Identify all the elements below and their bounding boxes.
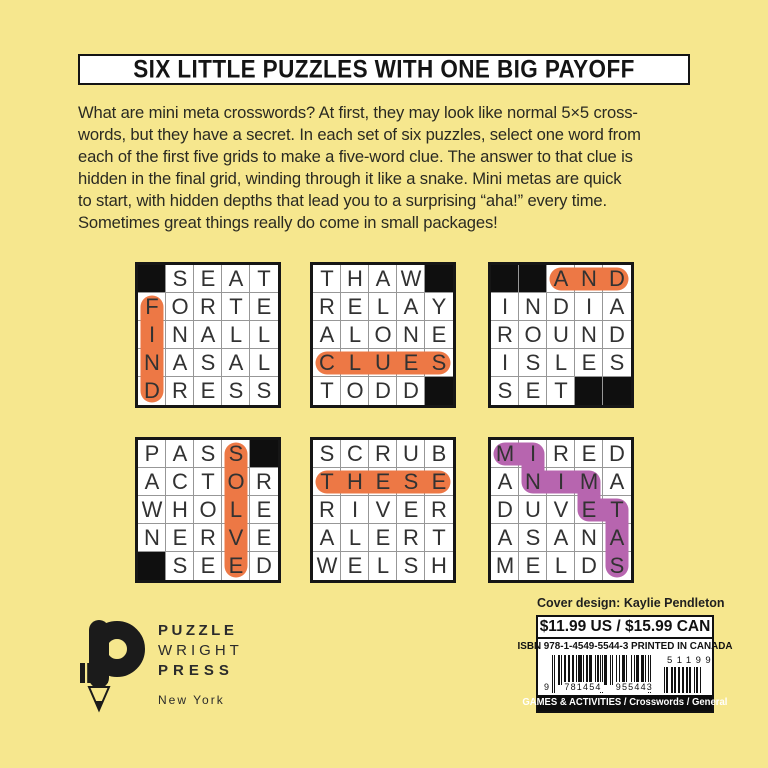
grid-letter: V (553, 497, 569, 522)
publisher-line: PRESS (158, 662, 234, 679)
grid-letter: U (525, 497, 541, 522)
grid-letter: E (200, 266, 216, 291)
grid-letter: S (200, 441, 216, 466)
grid-letter: S (172, 553, 188, 578)
grid-letter: I (529, 441, 537, 466)
title-text: SIX LITTLE PUZZLES WITH ONE BIG PAYOFF (133, 55, 635, 83)
supplement-barcode (664, 654, 716, 693)
grid-letter: Y (431, 294, 447, 319)
grid-letter (491, 265, 519, 293)
grid-letter: A (375, 266, 391, 291)
grid-letter: S (403, 469, 419, 494)
grid-letter (425, 265, 453, 293)
grid-letter: S (609, 350, 625, 375)
grid-letter: S (525, 525, 541, 550)
title-banner (78, 54, 690, 85)
grid-letter: S (525, 350, 541, 375)
grid-letter: A (319, 322, 335, 347)
grid-letter: U (403, 441, 419, 466)
grid-letter: E (403, 497, 419, 522)
intro-line: words, but they have a secret. In each set of six puzzles, select one word from (78, 125, 641, 144)
grid-letter: C (172, 469, 188, 494)
grid-letter: E (200, 553, 216, 578)
grid-letter: D (403, 378, 419, 403)
publisher-line: WRIGHT (158, 642, 243, 659)
grid-letter: L (348, 322, 362, 347)
grid-letter: T (257, 266, 271, 291)
grid-letter: E (172, 525, 188, 550)
grid-letter: V (375, 497, 391, 522)
grid-letter: A (228, 350, 244, 375)
grid-letter: N (581, 322, 597, 347)
grid-letter: L (376, 294, 390, 319)
grid-letter: D (497, 497, 513, 522)
grid-letter (425, 377, 453, 405)
grid-letter: N (403, 322, 419, 347)
grid-letter: R (319, 294, 335, 319)
crossword-grid-3 (488, 262, 634, 408)
grid-letter: S (228, 378, 244, 403)
grid-letter (138, 265, 166, 293)
grid-letter: R (256, 469, 272, 494)
grid-letter: I (585, 294, 593, 319)
publisher-city: New York (158, 693, 225, 707)
grid-letter: V (228, 525, 244, 550)
grid-letter: C (319, 350, 335, 375)
grid-letter: O (524, 322, 542, 347)
logo-pencil-eraser-arm (80, 663, 108, 683)
grid-letter: H (347, 266, 363, 291)
grid-letter: E (347, 553, 363, 578)
grid-letter: D (256, 553, 272, 578)
grid-letter: T (229, 294, 243, 319)
grid-letter: A (609, 294, 625, 319)
grid-letter: E (581, 350, 597, 375)
crossword-grid-4 (135, 437, 281, 583)
grid-letter: I (557, 469, 565, 494)
grid-letter: H (172, 497, 188, 522)
grid-letter: N (144, 350, 160, 375)
grid-letter: L (554, 553, 568, 578)
genre-text: GAMES & ACTIVITIES / Crosswords / General (522, 697, 728, 709)
grid-letter (138, 552, 166, 580)
grid-letter: L (257, 322, 271, 347)
logo-eraser-band (85, 663, 87, 683)
ean-digits (543, 682, 654, 692)
grid-letter: S (200, 350, 216, 375)
grid-letter: E (256, 497, 272, 522)
grid-letter: E (431, 469, 447, 494)
grid-letter: N (144, 525, 160, 550)
grid-letter: C (347, 441, 363, 466)
grid-letter: M (579, 469, 599, 494)
grid-letter: A (609, 525, 625, 550)
grid-letter: S (403, 553, 419, 578)
intro-line: each of the first five grids to make a five-word clue. The answer to that clue is (78, 147, 633, 166)
grid-letter: I (501, 350, 509, 375)
grid-letter: I (501, 294, 509, 319)
grid-letter: U (375, 350, 391, 375)
grid-letter: A (403, 294, 419, 319)
ean-digit-group: 955443 (615, 681, 653, 692)
grid-letter: U (553, 322, 569, 347)
grid-letter: A (497, 525, 513, 550)
ean-digit-group: 9 (544, 681, 551, 692)
grid-letter: H (431, 553, 447, 578)
grid-letter: E (228, 553, 244, 578)
grid-letter: A (553, 525, 569, 550)
intro-line: to start, with hidden depths that lead you to a surprising “aha!” every time. (78, 191, 607, 210)
grid-letter: W (141, 497, 163, 522)
crossword-grid-1 (135, 262, 281, 408)
grid-letter: E (375, 469, 391, 494)
crossword-grid-2 (310, 262, 456, 408)
crossword-grid-5 (310, 437, 456, 583)
grid-letter: A (319, 525, 335, 550)
grid-letter: M (495, 553, 515, 578)
grid-letter: O (374, 322, 392, 347)
grid-letter: H (347, 469, 363, 494)
grid-letter: L (257, 350, 271, 375)
grid-letter: T (432, 525, 446, 550)
grid-letter: A (609, 469, 625, 494)
grid-letter: R (172, 378, 188, 403)
grid-letter: R (200, 525, 216, 550)
grid-letter: B (431, 441, 447, 466)
price-text: $11.99 US / $15.99 CAN (538, 617, 712, 639)
ean-barcode (544, 655, 653, 695)
intro-paragraph (78, 102, 698, 234)
ean-digit-group: 781454 (564, 681, 602, 692)
grid-letter: L (348, 525, 362, 550)
grid-letter: A (228, 266, 244, 291)
publisher-name (158, 621, 243, 707)
grid-letter: O (171, 294, 189, 319)
grid-letter: P (144, 441, 160, 466)
grid-letter: L (229, 322, 243, 347)
grid-letter: L (554, 350, 568, 375)
grid-letter: S (431, 350, 447, 375)
isbn-text: ISBN 978-1-4549-5544-3 PRINTED IN CANADA (517, 640, 733, 653)
grid-letter: N (172, 322, 188, 347)
grid-letter: N (525, 469, 541, 494)
grid-letter: D (609, 266, 625, 291)
grid-letter: A (553, 266, 569, 291)
grid-letter: T (320, 378, 334, 403)
grid-letter: R (375, 441, 391, 466)
grid-letter: T (610, 497, 624, 522)
supplement-bars (664, 667, 706, 693)
grid-letter: D (144, 378, 160, 403)
grid-letter: E (525, 378, 541, 403)
grid-letter: T (320, 266, 334, 291)
grid-letter: R (497, 322, 513, 347)
grid-letter: T (320, 469, 334, 494)
grid-letter: E (375, 525, 391, 550)
grid-letter: O (227, 469, 245, 494)
grid-letter: N (581, 525, 597, 550)
intro-line: What are mini meta crosswords? At first, they may look like normal 5×5 cross- (78, 103, 638, 122)
grid-letter: E (525, 553, 541, 578)
grid-letter: D (609, 322, 625, 347)
grid-letter: L (229, 497, 243, 522)
grid-letter: W (400, 266, 422, 291)
intro-line: Sometimes great things really do come in small packages! (78, 213, 498, 232)
grid-letter: O (199, 497, 217, 522)
grid-letter: N (525, 294, 541, 319)
grid-letter: S (609, 553, 625, 578)
barcode-area (538, 654, 716, 695)
grid-letter (250, 440, 278, 468)
cover-design-credit: Cover design: Kaylie Pendleton (537, 596, 725, 610)
grid-letter: F (145, 294, 159, 319)
grid-letter: L (376, 553, 390, 578)
grid-letter: I (148, 322, 156, 347)
grid-letter: S (256, 378, 272, 403)
grid-letter: E (581, 497, 597, 522)
grid-letter: D (553, 294, 569, 319)
grid-letter: T (201, 469, 215, 494)
grid-letter: D (581, 553, 597, 578)
grid-letter: S (497, 378, 513, 403)
grid-letter: E (200, 378, 216, 403)
grid-letter (603, 377, 631, 405)
grid-letter: D (375, 378, 391, 403)
grid-letter: A (172, 350, 188, 375)
grid-letter: R (431, 497, 447, 522)
grid-letter: A (200, 322, 216, 347)
barcode-box (517, 615, 733, 713)
grid-letter: E (431, 322, 447, 347)
grid-letter: W (316, 553, 338, 578)
grid-letter: E (347, 294, 363, 319)
grid-letter: R (319, 497, 335, 522)
grid-letter: E (403, 350, 419, 375)
grid-letter: A (144, 469, 160, 494)
intro-line: hidden in the final grid, winding through it like a snake. Mini metas are quick (78, 169, 622, 188)
genre-bar (522, 695, 728, 711)
grid-letter: E (256, 525, 272, 550)
grid-letter: T (554, 378, 568, 403)
grid-letter: R (200, 294, 216, 319)
grid-letter: R (403, 525, 419, 550)
grid-letter (575, 377, 603, 405)
grid-letter: E (256, 294, 272, 319)
grid-letter: S (172, 266, 188, 291)
grid-letter: L (348, 350, 362, 375)
grid-letter: N (581, 266, 597, 291)
supplement-digits: 51199 (667, 654, 716, 666)
grid-letter: M (495, 441, 515, 466)
grid-letter: A (172, 441, 188, 466)
publisher-line: PUZZLE (158, 622, 238, 639)
grid-letter: D (609, 441, 625, 466)
grid-letter: E (581, 441, 597, 466)
grid-letter: I (351, 497, 359, 522)
crossword-grid-6 (488, 437, 634, 583)
grid-letter: A (497, 469, 513, 494)
grid-letter: S (228, 441, 244, 466)
grid-letter (519, 265, 547, 293)
grid-letter: S (319, 441, 335, 466)
grid-letter: R (553, 441, 569, 466)
grid-letter: O (346, 378, 364, 403)
puzzlewright-pencil-logo (80, 616, 148, 718)
